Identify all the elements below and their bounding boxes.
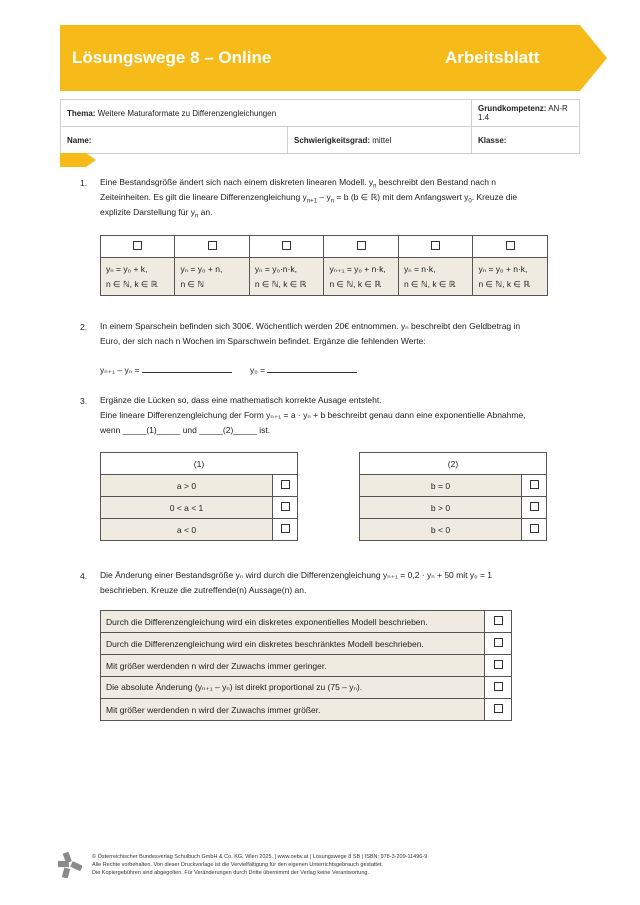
q1-checkbox-cell-5[interactable] — [398, 236, 472, 258]
name-label: Name: — [67, 135, 92, 145]
q1-text: Eine Bestandsgröße ändert sich nach einem diskreten linearen Modell. $y_n$ beschreibt den Bestand nach n Zeiteinheiten. Es gilt die lineare Differenzengleichung $y_{n+1} - y_n = b$ (b ∈ ℝ) mit dem Anfangswert $y_0$. Kreuze die explizite Darstellung für $y_n$ an. — [100, 177, 518, 220]
q4-number: 4. — [80, 571, 88, 581]
q4-checkbox-cell-2[interactable] — [485, 633, 512, 655]
q3-table2-checkbox-2[interactable] — [530, 502, 539, 511]
q1-checkbox-5[interactable] — [431, 241, 440, 250]
footer-line2: Alle Rechte vorbehalten. Von dieser Druckvorlage ist die Vervielfältigung für den eigenen Unterrichtsgebrauch gestattet. — [92, 862, 384, 868]
q1-option-3: yₙ = y₀·n·k, n ∈ ℕ, k ∈ ℝ — [249, 258, 324, 296]
q3-table1-checkbox-2[interactable] — [281, 502, 290, 511]
q2-blank2-label: y₀ = — [250, 365, 266, 375]
schwierigkeit-value: mittel — [372, 135, 392, 145]
header-banner-arrow — [580, 25, 607, 91]
section-tab — [60, 153, 86, 167]
q1-checkbox-6[interactable] — [506, 241, 515, 250]
q4-checkbox-cell-1[interactable] — [485, 611, 512, 633]
q3-table1-option-1: a > 0 — [101, 475, 273, 497]
grundkompetenz-cell — [471, 100, 579, 127]
q3-table2-checkbox-1[interactable] — [530, 480, 539, 489]
q1-checkbox-4[interactable] — [357, 241, 366, 250]
q3-table1-checkbox-3[interactable] — [281, 524, 290, 533]
q1-option-2: yₙ = y₀ + n, n ∈ ℕ — [175, 258, 249, 296]
q2-blank1-field[interactable] — [142, 363, 232, 373]
q2-text-line2: Euro, der sich nach n Wochen im Sparschwein befindet. Ergänze die fehlenden Werte: — [100, 336, 426, 346]
name-cell[interactable] — [61, 127, 288, 154]
q1-checkbox-cell-1[interactable] — [101, 236, 175, 258]
thema-label: Thema: — [67, 108, 96, 118]
q4-statement-1: Durch die Differenzengleichung wird ein diskretes exponentielles Modell beschrieben. — [101, 611, 485, 633]
q4-checkbox-cell-4[interactable] — [485, 677, 512, 699]
document-type: Arbeitsblatt — [445, 48, 540, 67]
q1-checkbox-cell-6[interactable] — [473, 236, 548, 258]
q2-blank1 — [100, 363, 232, 376]
section-tab-arrow — [86, 153, 96, 167]
q4-statements-table — [100, 610, 512, 721]
q3-table2-checkbox-cell-1[interactable] — [522, 475, 547, 497]
q1-checkbox-cell-4[interactable] — [324, 236, 399, 258]
q3-table1-checkbox-cell-1[interactable] — [273, 475, 298, 497]
q3-text-line2: Eine lineare Differenzengleichung der Form yₙ₊₁ = a · yₙ + b beschreibt genau dann eine exponentielle Abnahme, — [100, 410, 526, 420]
q3-table2-checkbox-cell-2[interactable] — [522, 497, 547, 519]
q4-statement-3: Mit größer werdenden n wird der Zuwachs immer geringer. — [101, 655, 485, 677]
q3-number: 3. — [80, 396, 88, 406]
q2-text-line1: In einem Sparschein befinden sich 300€. Wöchentlich werden 20€ entnommen. yₙ beschreibt den Geldbetrag in — [100, 321, 521, 331]
q1-option-5: yₙ = n·k, n ∈ ℕ, k ∈ ℝ — [398, 258, 472, 296]
q3-table-1 — [100, 452, 298, 541]
grundkompetenz-label: Grundkompetenz: — [477, 104, 547, 113]
footer-line3: Die Kopiergebühren sind abgegolten. Für Veränderungen durch Dritte übernimmt der Verlag keine Verantwortung. — [92, 870, 370, 876]
q3-table2-checkbox-3[interactable] — [530, 524, 539, 533]
book-title: Lösungswege 8 – Online — [72, 48, 272, 67]
q4-checkbox-3[interactable] — [494, 660, 503, 669]
q4-text-line2: beschrieben. Kreuze die zutreffende(n) Aussage(n) an. — [100, 585, 307, 595]
q3-table1-header: (1) — [101, 453, 298, 475]
q4-statement-2: Durch die Differenzengleichung wird ein diskretes beschränktes Modell beschrieben. — [101, 633, 485, 655]
q3-text — [100, 393, 560, 438]
klasse-label: Klasse: — [477, 135, 507, 145]
q4-text-line1: Die Änderung einer Bestandsgröße yₙ wird durch die Differenzengleichung yₙ₊₁ = 0,2 · yₙ + 50 mit y₀ = 1 — [100, 570, 493, 580]
schwierigkeit-cell — [288, 127, 472, 154]
q1-checkbox-cell-2[interactable] — [175, 236, 249, 258]
q4-checkbox-cell-3[interactable] — [485, 655, 512, 677]
q1-options-table — [100, 235, 548, 296]
thema-cell — [61, 100, 472, 127]
q4-statement-5: Mit größer werdenden n wird der Zuwachs immer größer. — [101, 699, 485, 721]
q1-checkbox-cell-3[interactable] — [249, 236, 324, 258]
q2-blank1-label: yₙ₊₁ – yₙ = — [100, 365, 140, 375]
q2-blank2 — [250, 363, 357, 375]
q3-text-line3: wenn _____(1)_____ und _____(2)_____ ist. — [100, 425, 271, 435]
footer-line1: © Österreichischer Bundesverlag Schulbuch GmbH & Co. KG, Wien 2025. | www.oebv.at | Lösungswege 8 SB | ISBN: 978-3-209-11496-9 — [92, 854, 428, 860]
q3-table2-option-1: b = 0 — [360, 475, 522, 497]
q3-table1-option-3: a < 0 — [101, 519, 273, 541]
q4-text — [100, 568, 560, 598]
klasse-cell[interactable] — [471, 127, 579, 154]
q3-table1-checkbox-cell-3[interactable] — [273, 519, 298, 541]
q2-number: 2. — [80, 322, 88, 332]
schwierigkeit-label: Schwierigkeitsgrad: — [294, 135, 371, 145]
meta-table — [60, 99, 580, 154]
q3-text-line1: Ergänze die Lücken so, dass eine mathematisch korrekte Ausage entsteht. — [100, 395, 382, 405]
publisher-logo-icon — [58, 852, 82, 878]
q3-table1-checkbox-1[interactable] — [281, 480, 290, 489]
q3-table2-option-3: b < 0 — [360, 519, 522, 541]
q3-table1-option-2: 0 < a < 1 — [101, 497, 273, 519]
q4-checkbox-4[interactable] — [494, 682, 503, 691]
grundkompetenz-value: AN-R 1.4 — [477, 104, 568, 122]
q2-text — [100, 319, 560, 349]
q1-option-1: yₙ = y₀ + k, n ∈ ℕ, k ∈ ℝ — [101, 258, 175, 296]
q2-blank2-field[interactable] — [267, 363, 357, 373]
q1-checkbox-1[interactable] — [133, 241, 142, 250]
q3-table2-header: (2) — [360, 453, 547, 475]
q4-checkbox-5[interactable] — [494, 704, 503, 713]
thema-value: Weitere Maturaformate zu Differenzengleichungen — [97, 108, 277, 118]
footer-text — [92, 853, 492, 877]
q1-checkbox-3[interactable] — [282, 241, 291, 250]
q3-table-2 — [359, 452, 547, 541]
q4-statement-4: Die absolute Änderung (yₙ₊₁ – yₙ) ist direkt proportional zu (75 – yₙ). — [101, 677, 485, 699]
q1-number: 1. — [80, 178, 88, 188]
q3-table1-checkbox-cell-2[interactable] — [273, 497, 298, 519]
q1-checkbox-2[interactable] — [208, 241, 217, 250]
q4-checkbox-cell-5[interactable] — [485, 699, 512, 721]
q3-table2-checkbox-cell-3[interactable] — [522, 519, 547, 541]
q1-option-6: yₙ = y₀ + n·k, n ∈ ℕ, k ∈ ℝ — [473, 258, 548, 296]
q4-checkbox-1[interactable] — [494, 616, 503, 625]
q1-option-4: yₙ₊₁ = y₀ + n·k, n ∈ ℕ, k ∈ ℝ — [324, 258, 399, 296]
q3-table2-option-2: b > 0 — [360, 497, 522, 519]
q4-checkbox-2[interactable] — [494, 638, 503, 647]
